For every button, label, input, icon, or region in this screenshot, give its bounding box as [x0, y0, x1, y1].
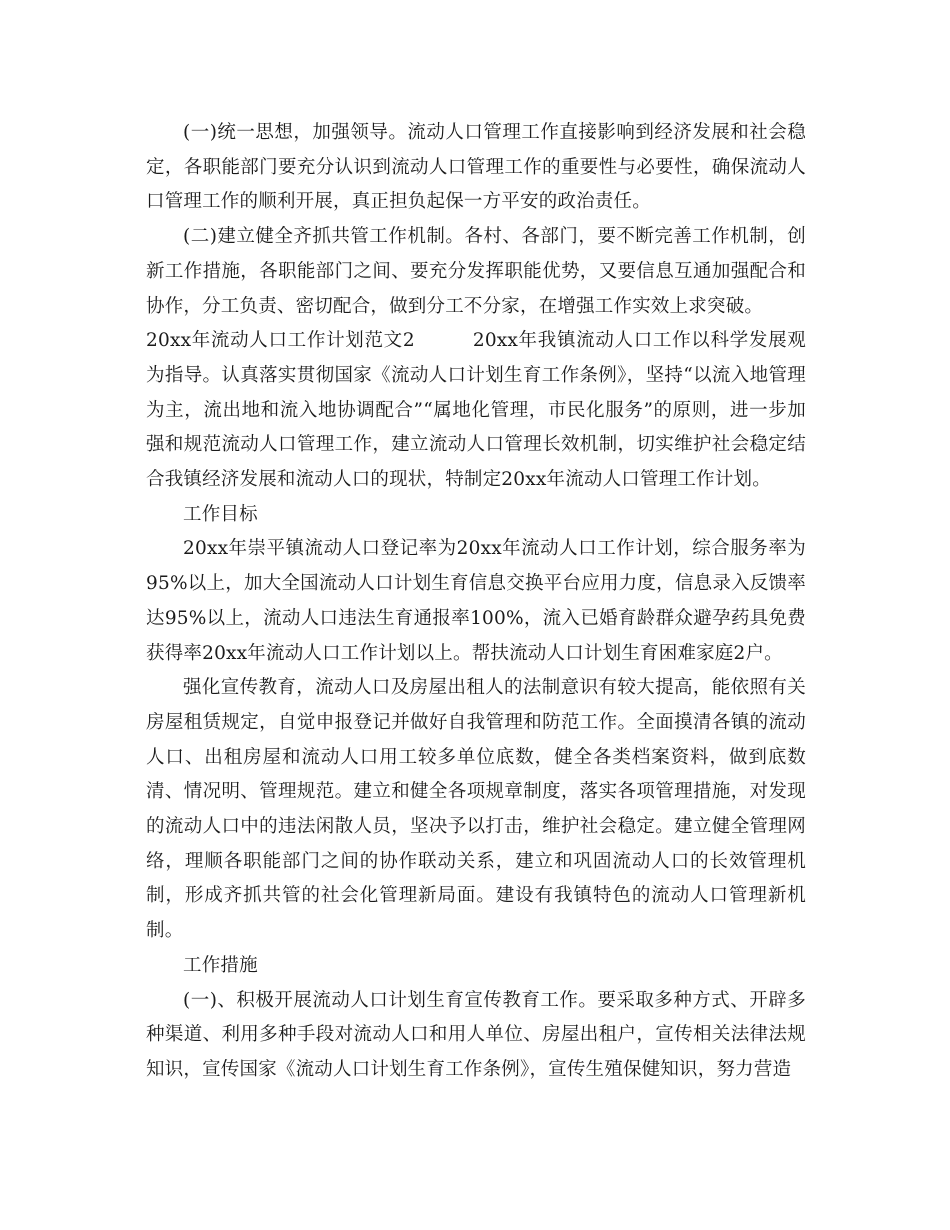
paragraph-goals-rates: 20xx年崇平镇流动人口登记率为20xx年流动人口工作计划，综合服务率为95%以上，加大全国流动人口计划生育信息交换平台应用力度，信息录入反馈率达95%以上，流动人口违法生育通报率100%，流入已婚育龄群众避孕药具免费获得率20xx年流动人口工作计划以上。帮扶流动人口计划生育困难家庭2户。 [146, 538, 806, 664]
section2-intro-text: 20xx年我镇流动人口工作以科学发展观为指导。认真落实贯彻国家《流动人口计划生育工作条例》，坚持“以流入地管理为主，流出地和流入地协调配合”“属地化管理，市民化服务”的原则，进一步加强和规范流动人口管理工作，建立流动人口管理长效机制，切实维护社会稳定结合我镇经济发展和流动人口的现状，特制定20xx年流动人口管理工作计划。 [146, 330, 806, 491]
section2-title: 20xx年流动人口工作计划范文2 [146, 330, 415, 352]
document-body [146, 116, 806, 1088]
heading-work-measures: 工作措施 [183, 954, 258, 976]
paragraph-work-mechanism: (二)建立健全齐抓共管工作机制。各村、各部门，要不断完善工作机制，创新工作措施，各职能部门之间、要充分发挥职能优势，又要信息互通加强配合和协作，分工负责、密切配合，做到分工不分家，在增强工作实效上求突破。 [146, 226, 806, 317]
paragraph-section2-intro [146, 324, 806, 498]
paragraph-goals-publicity: 强化宣传教育，流动人口及房屋出租人的法制意识有较大提高，能依照有关房屋租赁规定，自觉申报登记并做好自我管理和防范工作。全面摸清各镇的流动人口、出租房屋和流动人口用工较多单位底数，健全各类档案资料，做到底数清、情况明、管理规范。建立和健全各项规章制度，落实各项管理措施，对发现的流动人口中的违法闲散人员，坚决予以打击，维护社会稳定。建立健全管理网络，理顺各职能部门之间的协作联动关系，建立和巩固流动人口的长效管理机制，形成齐抓共管的社会化管理新局面。建设有我镇特色的流动人口管理新机制。 [146, 677, 806, 942]
heading-work-goals: 工作目标 [183, 503, 258, 525]
paragraph-measures-publicity: (一)、积极开展流动人口计划生育宣传教育工作。要采取多种方式、开辟多种渠道、利用多种手段对流动人口和用人单位、房屋出租户，宣传相关法律法规知识，宣传国家《流动人口计划生育工作条例》，宣传生殖保健知识，努力营造 [146, 989, 806, 1080]
paragraph-unify-thinking: (一)统一思想，加强领导。流动人口管理工作直接影响到经济发展和社会稳定，各职能部门要充分认识到流动人口管理工作的重要性与必要性，确保流动人口管理工作的顺利开展，真正担负起保一方平安的政治责任。 [146, 122, 806, 213]
